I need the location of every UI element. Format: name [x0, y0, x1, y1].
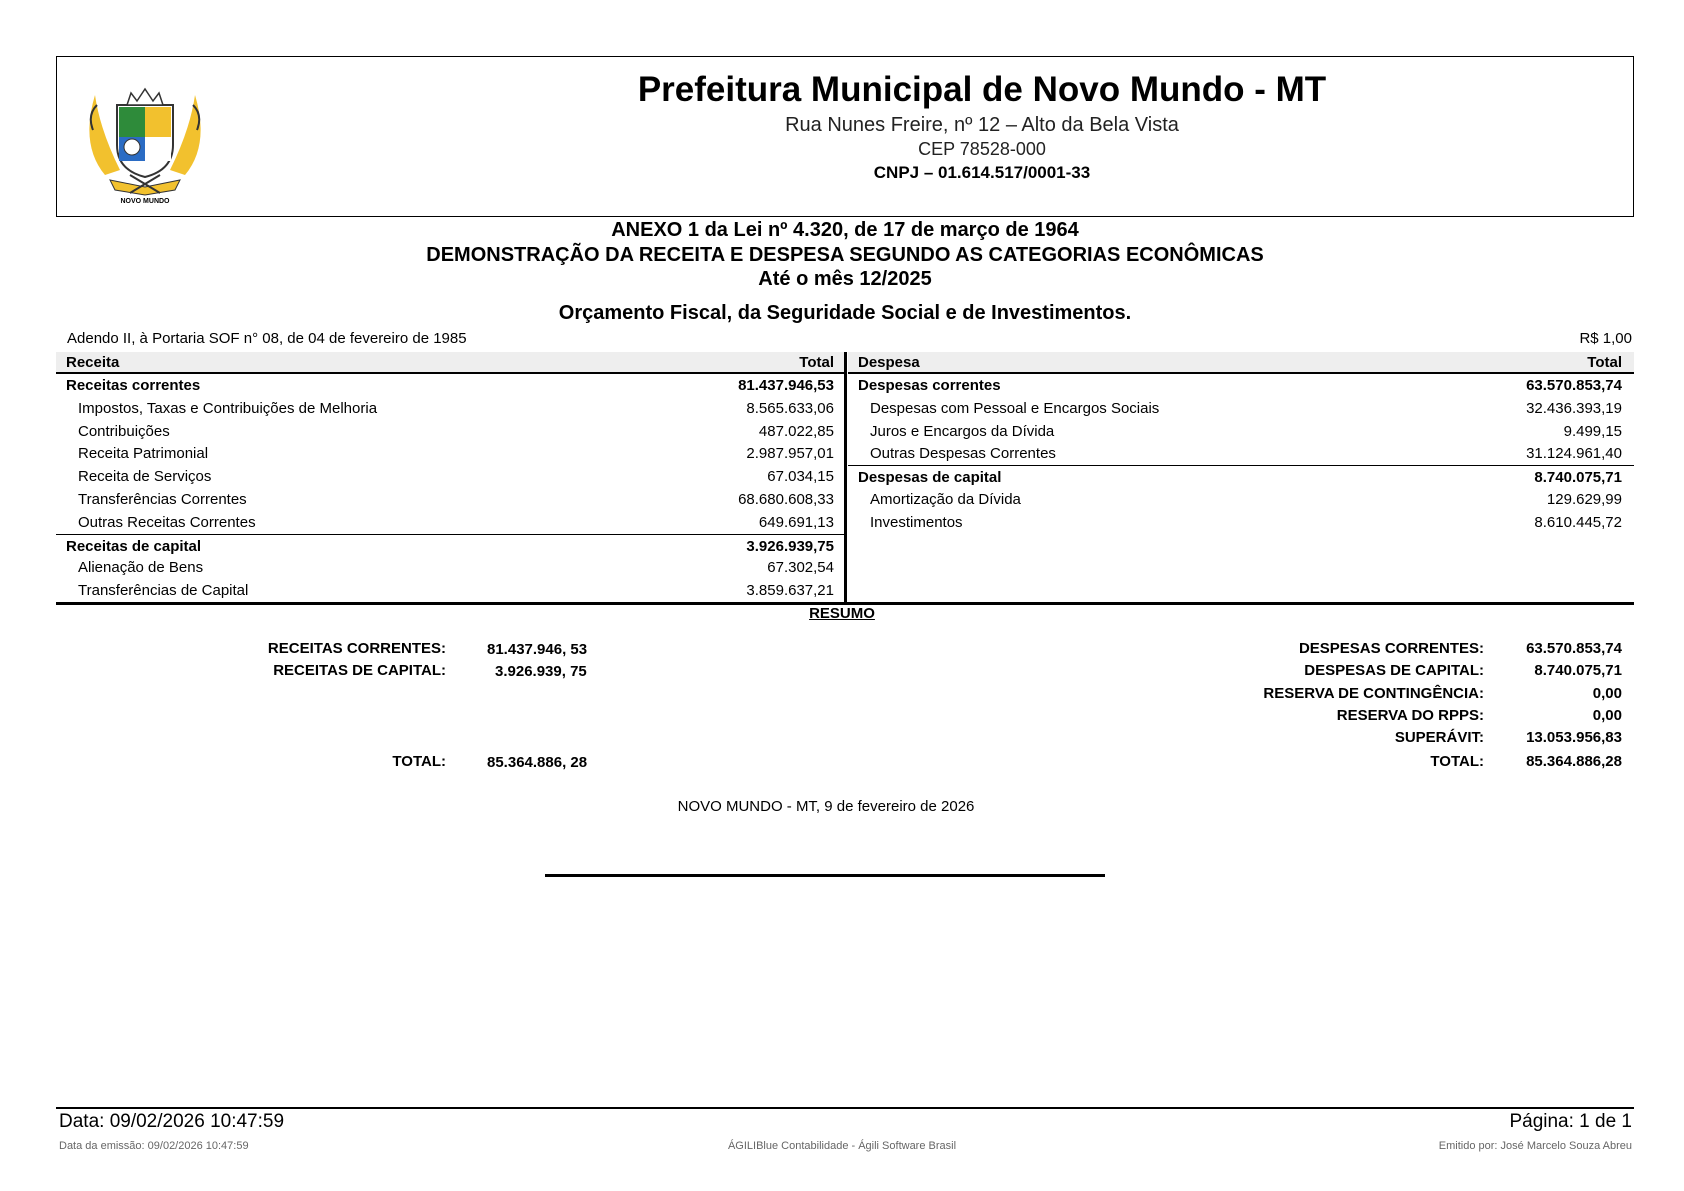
- total-receita-label: TOTAL:: [392, 753, 446, 770]
- row-value: 67.302,54: [767, 559, 834, 577]
- table-row: [56, 420, 846, 443]
- table-row: [848, 511, 1634, 534]
- resumo-title: RESUMO: [809, 605, 875, 622]
- page-number: Página: 1 de 1: [1509, 1111, 1632, 1132]
- row-value: 487.022,85: [758, 422, 834, 440]
- row-value: 68.680.608,33: [738, 490, 834, 508]
- row-value: 8.740.075,71: [1534, 469, 1622, 487]
- receita-header: [56, 352, 846, 374]
- receita-header-label: Receita: [66, 354, 120, 371]
- row-label: Transferências de Capital: [78, 582, 249, 600]
- row-label: Despesas correntes: [858, 377, 1001, 394]
- cnpj: CNPJ – 01.614.517/0001-33: [873, 163, 1091, 182]
- receitas-capital-label: RECEITAS DE CAPITAL:: [273, 662, 446, 679]
- title-demonstration: DEMONSTRAÇÃO DA RECEITA E DESPESA SEGUNDO AS CATEGORIAS ECONÔMICAS: [426, 244, 1264, 266]
- row-label: Outras Receitas Correntes: [78, 513, 256, 531]
- row-label: Receita de Serviços: [78, 468, 212, 486]
- row-value: 3.926.939,75: [746, 537, 834, 555]
- total-despesa-value: 85.364.886,28: [1526, 753, 1622, 770]
- table-row: [848, 420, 1634, 443]
- table-row: [56, 465, 846, 488]
- reserva-contingencia-label: RESERVA DE CONTINGÊNCIA:: [1263, 685, 1484, 702]
- table-row: [56, 397, 846, 420]
- row-label: Contribuições: [78, 422, 170, 440]
- address: Rua Nunes Freire, nº 12 – Alto da Bela Vista: [785, 114, 1179, 136]
- table-row: [56, 556, 846, 579]
- table-row: [848, 442, 1634, 465]
- superavit-value: 13.053.956,83: [1526, 729, 1622, 746]
- header-box: [56, 56, 1634, 217]
- row-label: Alienação de Bens: [78, 559, 204, 577]
- receitas-correntes-label: RECEITAS CORRENTES:: [267, 640, 446, 657]
- row-value: 9.499,15: [1563, 422, 1622, 440]
- total-receita-value: 85.364.886, 28: [487, 754, 588, 771]
- currency-unit: R$ 1,00: [1579, 330, 1632, 347]
- table-row: [56, 579, 846, 602]
- row-value: 8.565.633,06: [746, 399, 834, 417]
- row-label: Impostos, Taxas e Contribuições de Melhoria: [78, 399, 378, 417]
- title-period: Até o mês 12/2025: [758, 268, 932, 290]
- receitas-correntes-value: 81.437.946, 53: [487, 641, 588, 658]
- row-label: Receitas correntes: [66, 377, 201, 394]
- row-value: 63.570.853,74: [1526, 377, 1622, 394]
- row-value: 649.691,13: [758, 513, 834, 531]
- municipal-coat-of-arms-logo: [75, 75, 215, 205]
- row-label: Receita Patrimonial: [78, 445, 209, 463]
- signature-line: [545, 874, 1105, 877]
- despesas-capital-value: 8.740.075,71: [1534, 662, 1622, 679]
- footer-divider: [56, 1107, 1634, 1109]
- row-value: 2.987.957,01: [746, 445, 834, 463]
- table-row: [848, 488, 1634, 511]
- table-row: [56, 511, 846, 534]
- despesa-header-total: Total: [1587, 354, 1622, 371]
- addendum-note: Adendo II, à Portaria SOF n° 08, de 04 de fevereiro de 1985: [67, 330, 467, 347]
- title-budget: Orçamento Fiscal, da Seguridade Social e de Investimentos.: [558, 302, 1132, 324]
- table-row: [848, 465, 1634, 488]
- row-value: 67.034,15: [767, 468, 834, 486]
- row-label: Juros e Encargos da Dívida: [870, 422, 1055, 440]
- table-row: [56, 488, 846, 511]
- row-value: 81.437.946,53: [738, 377, 834, 394]
- issued-by: Emitido por: José Marcelo Souza Abreu: [1438, 1140, 1632, 1152]
- row-label: Amortização da Dívida: [870, 490, 1021, 508]
- row-value: 8.610.445,72: [1534, 513, 1622, 531]
- footer-date: Data: 09/02/2026 10:47:59: [59, 1111, 285, 1132]
- report-titles: [56, 218, 1634, 326]
- row-value: 32.436.393,19: [1526, 399, 1622, 417]
- despesas-correntes-value: 63.570.853,74: [1526, 640, 1622, 657]
- row-label: Outras Despesas Correntes: [870, 445, 1056, 463]
- despesas-correntes-label: DESPESAS CORRENTES:: [1298, 640, 1484, 657]
- emission-date: Data da emissão: 09/02/2026 10:47:59: [59, 1140, 249, 1152]
- software-credit: ÁGILIBlue Contabilidade - Ágili Software Brasil: [727, 1140, 957, 1152]
- table-row: [56, 374, 846, 397]
- row-label: Receitas de capital: [66, 537, 202, 555]
- despesa-column: [848, 352, 1634, 534]
- row-value: 3.859.637,21: [746, 582, 834, 600]
- table-row: [848, 374, 1634, 397]
- despesa-header-label: Despesa: [858, 354, 920, 371]
- row-label: Despesas com Pessoal e Encargos Sociais: [870, 399, 1160, 417]
- despesas-capital-label: DESPESAS DE CAPITAL:: [1304, 662, 1484, 679]
- reserva-rpps-label: RESERVA DO RPPS:: [1336, 707, 1484, 724]
- reserva-rpps-value: 0,00: [1592, 707, 1622, 724]
- title-annex: ANEXO 1 da Lei nº 4.320, de 17 de março de 1964: [611, 219, 1079, 241]
- city-date: NOVO MUNDO - MT, 9 de fevereiro de 2026: [677, 798, 975, 815]
- cep: CEP 78528-000: [918, 139, 1046, 159]
- row-value: 129.629,99: [1546, 490, 1622, 508]
- despesa-header: [848, 352, 1634, 374]
- receita-column: [56, 352, 846, 602]
- table-row: [56, 534, 846, 557]
- table-row: [56, 442, 846, 465]
- page-title: Prefeitura Municipal de Novo Mundo - MT: [637, 70, 1327, 109]
- row-label: Transferências Correntes: [78, 490, 247, 508]
- superavit-label: SUPERÁVIT:: [1394, 729, 1484, 746]
- receitas-capital-value: 3.926.939, 75: [495, 663, 587, 680]
- header-text: [457, 67, 1507, 185]
- row-label: Despesas de capital: [858, 469, 1002, 487]
- svg-text:NOVO MUNDO: NOVO MUNDO: [120, 198, 170, 205]
- row-label: Investimentos: [870, 513, 963, 531]
- reserva-contingencia-value: 0,00: [1592, 685, 1622, 702]
- column-divider: [844, 352, 847, 602]
- table-row: [848, 397, 1634, 420]
- receita-header-total: Total: [799, 354, 834, 371]
- total-despesa-label: TOTAL:: [1430, 753, 1484, 770]
- row-value: 31.124.961,40: [1526, 445, 1622, 463]
